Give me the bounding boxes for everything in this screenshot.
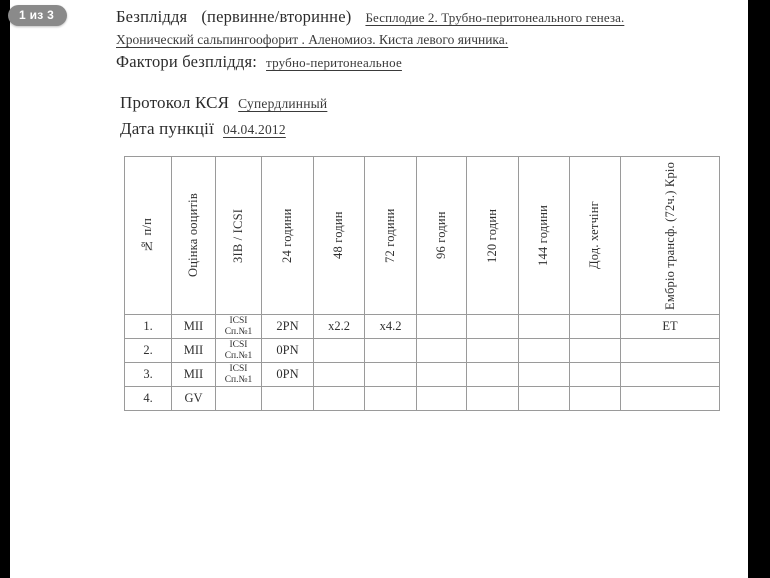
- table-row: [125, 363, 720, 387]
- cell-ivf-icsi-method: ICSI: [229, 316, 248, 326]
- cell-ivf-icsi: [216, 339, 262, 363]
- cell-embryo-transfer: [621, 363, 720, 387]
- cell-oocyte-grade: MII: [172, 315, 216, 339]
- cell-120h: [467, 387, 519, 411]
- cell-72h: [365, 363, 417, 387]
- cell-ivf-icsi: [216, 315, 262, 339]
- cell-24h: [262, 387, 314, 411]
- cell-index: 4.: [125, 387, 172, 411]
- cell-index: 3.: [125, 363, 172, 387]
- document-page: [10, 0, 748, 578]
- cell-index: 2.: [125, 339, 172, 363]
- cell-ivf-icsi-sample: Сп.№1: [224, 326, 253, 337]
- col-header-120h-label: 120 годин: [484, 208, 499, 263]
- cell-120h: [467, 363, 519, 387]
- cell-120h: [467, 315, 519, 339]
- cell-24h: 0PN: [262, 339, 314, 363]
- col-header-120h: [467, 157, 519, 315]
- table-row: [125, 315, 720, 339]
- col-header-oocyte-grade-label: Оцінка ооцитів: [185, 193, 200, 278]
- cell-hatching: [570, 387, 621, 411]
- diagnosis-line-1: [116, 6, 736, 29]
- col-header-oocyte-grade: [172, 157, 216, 315]
- col-header-72h: [365, 157, 417, 315]
- cell-embryo-transfer: [621, 387, 720, 411]
- protocol-line: [120, 90, 327, 116]
- cell-ivf-icsi-method: ICSI: [229, 340, 248, 350]
- col-header-24h: [262, 157, 314, 315]
- table-row: [125, 387, 720, 411]
- cell-144h: [519, 339, 570, 363]
- cell-96h: [417, 315, 467, 339]
- col-header-144h: [519, 157, 570, 315]
- col-header-48h: [314, 157, 365, 315]
- col-header-embryo-transfer: [621, 157, 720, 315]
- cell-hatching: [570, 363, 621, 387]
- col-header-144h-label: 144 години: [536, 205, 551, 267]
- cell-144h: [519, 363, 570, 387]
- protocol-value: Супердлинный: [238, 96, 328, 111]
- col-header-72h-label: 72 години: [382, 208, 397, 263]
- cell-oocyte-grade: GV: [172, 387, 216, 411]
- cell-oocyte-grade: MII: [172, 363, 216, 387]
- cell-96h: [417, 339, 467, 363]
- cell-oocyte-grade: MII: [172, 339, 216, 363]
- col-header-hatching-label: Дод. хетчінг: [587, 201, 602, 270]
- cell-144h: [519, 315, 570, 339]
- diagnosis-term: Безпліддя: [116, 7, 188, 26]
- col-header-96h-label: 96 годин: [433, 211, 448, 260]
- col-header-ivf-icsi-label: ЗІВ / ICSI: [230, 208, 245, 263]
- protocol-block: [120, 90, 327, 142]
- col-header-24h-label: 24 години: [279, 208, 294, 263]
- col-header-index: [125, 157, 172, 315]
- infertility-factors-line: [116, 50, 736, 74]
- cell-ivf-icsi-sample: Сп.№1: [224, 374, 253, 385]
- col-header-48h-label: 48 годин: [331, 211, 346, 260]
- diagnosis-parenthetical: (первинне/вторинне): [201, 7, 352, 26]
- table-header-row: [125, 157, 720, 315]
- cell-144h: [519, 387, 570, 411]
- col-header-hatching: [570, 157, 621, 315]
- cell-48h: [314, 339, 365, 363]
- cell-48h: [314, 387, 365, 411]
- cell-24h: 0PN: [262, 363, 314, 387]
- puncture-date-label: Дата пункції: [120, 119, 215, 138]
- cell-120h: [467, 339, 519, 363]
- puncture-date-value: 04.04.2012: [223, 122, 286, 137]
- col-header-ivf-icsi: [216, 157, 262, 315]
- cell-hatching: [570, 339, 621, 363]
- infertility-factors-label: Фактори безпліддя:: [116, 52, 258, 71]
- cell-72h: [365, 387, 417, 411]
- infertility-factors-value: трубно-перитонеальное: [266, 55, 402, 70]
- page-counter-badge[interactable]: 1 из 3: [8, 5, 67, 26]
- table-row: [125, 339, 720, 363]
- protocol-label: Протокол КСЯ: [120, 93, 230, 112]
- cell-24h: 2PN: [262, 315, 314, 339]
- cell-96h: [417, 363, 467, 387]
- diagnosis-typed-value: Бесплодие 2. Трубно-перитонеального генеза.: [365, 10, 625, 25]
- cell-72h: [365, 339, 417, 363]
- diagnosis-block: [116, 6, 736, 74]
- cell-48h: x2.2: [314, 315, 365, 339]
- cell-ivf-icsi: [216, 387, 262, 411]
- cell-embryo-transfer: [621, 339, 720, 363]
- oocyte-protocol-table: [124, 156, 720, 411]
- cell-index: 1.: [125, 315, 172, 339]
- cell-48h: [314, 363, 365, 387]
- cell-ivf-icsi-sample: Сп.№1: [224, 350, 253, 361]
- cell-ivf-icsi: [216, 363, 262, 387]
- col-header-96h: [417, 157, 467, 315]
- puncture-date-line: [120, 116, 327, 142]
- cell-96h: [417, 387, 467, 411]
- col-header-embryo-transfer-label: Ембріо трансф. (72ч.) Кріо: [662, 161, 677, 310]
- diagnosis-line-2: Хронический сальпингоофорит . Аленомиоз. Киста левого яичника.: [116, 32, 509, 47]
- col-header-index-label: № п/п: [140, 218, 155, 253]
- cell-72h: x4.2: [365, 315, 417, 339]
- cell-ivf-icsi-method: ICSI: [229, 364, 248, 374]
- cell-hatching: [570, 315, 621, 339]
- cell-embryo-transfer: ET: [621, 315, 720, 339]
